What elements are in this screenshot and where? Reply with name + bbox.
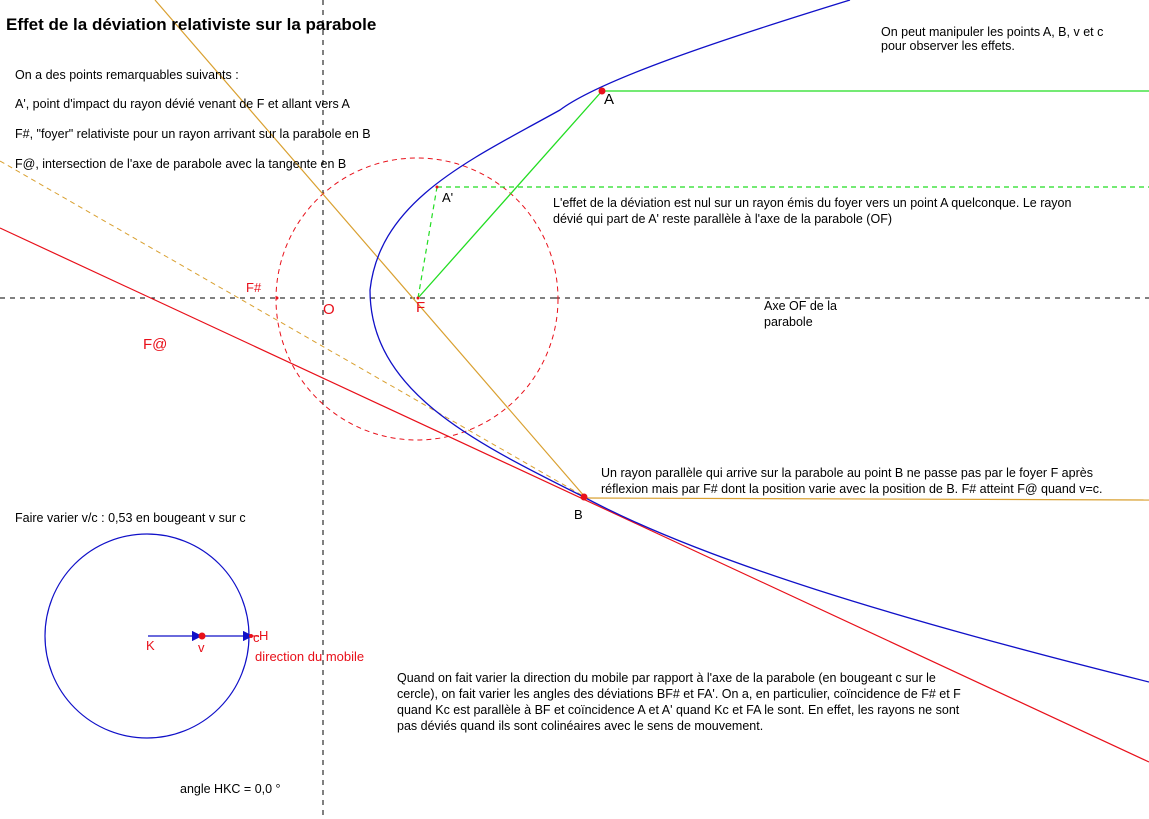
direction-label: direction du mobile [255,649,365,664]
point-b[interactable] [581,494,588,501]
note-f-at: F@, intersection de l'axe de parabole avec la tangente en B [15,157,347,171]
vc-label: Faire varier v/c : 0,53 en bougeant v sur c [15,511,246,525]
label-o: O [323,301,335,318]
label-f-at: F@ [143,336,168,353]
label-f: F [416,299,426,316]
label-k: K [146,638,155,653]
point-f-hash [276,297,279,300]
intro-text: On a des points remarquables suivants : [15,68,239,82]
point-a-prime [436,186,439,189]
line-fa-prime [418,187,437,298]
axis-label: Axe OF de la parabole [764,299,837,329]
label-h: H [259,628,269,643]
line-bf-hash [0,161,585,497]
angle-label: angle HKC = 0,0 ° [180,782,281,796]
note-f-hash: F#, "foyer" relativiste pour un rayon arrivant sur la parabole en B [15,127,371,141]
label-c: c [253,630,260,645]
label-a-prime: A' [442,190,454,205]
deviation-note: L'effet de la déviation est nul sur un rayon émis du foyer vers un point A quelconque. Le rayon dévié qui part de A' reste parallèle à l'axe de la parabole (OF) [553,196,1072,226]
label-a: A [604,91,615,108]
label-b: B [574,507,583,522]
ray-at-b [585,498,1149,500]
manipulate-line-2: pour observer les effets. [881,39,1015,53]
ray-note: Un rayon parallèle qui arrive sur la parabole au point B ne passe pas par le foyer F après réflexion mais par F# dont la position varie avec la position de B. F# atteint F@ quand v=c. [601,466,1103,496]
page-title: Effet de la déviation relativiste sur la parabole [6,15,377,34]
label-f-hash: F# [246,280,262,295]
parabola [370,0,1149,682]
label-v: v [198,640,205,655]
point-v[interactable] [199,633,206,640]
note-a-prime: A', point d'impact du rayon dévié venant de F et allant vers A [15,97,350,111]
manipulate-line-1: On peut manipuler les points A, B, v et c [881,25,1104,39]
direction-note: Quand on fait varier la direction du mobile par rapport à l'axe de la parabole (en bougeant c sur le cercle), on fait varier les angles des déviations BF# et FA'. On a, en particulier, coïncidence de F# et F quand Kc est parallèle à BF et coïncidence A et A' quand Kc et FA le sont. En effet, les rayons ne sont pas déviés quand ils sont colinéaires avec le sens de mouvement. [397,671,961,733]
